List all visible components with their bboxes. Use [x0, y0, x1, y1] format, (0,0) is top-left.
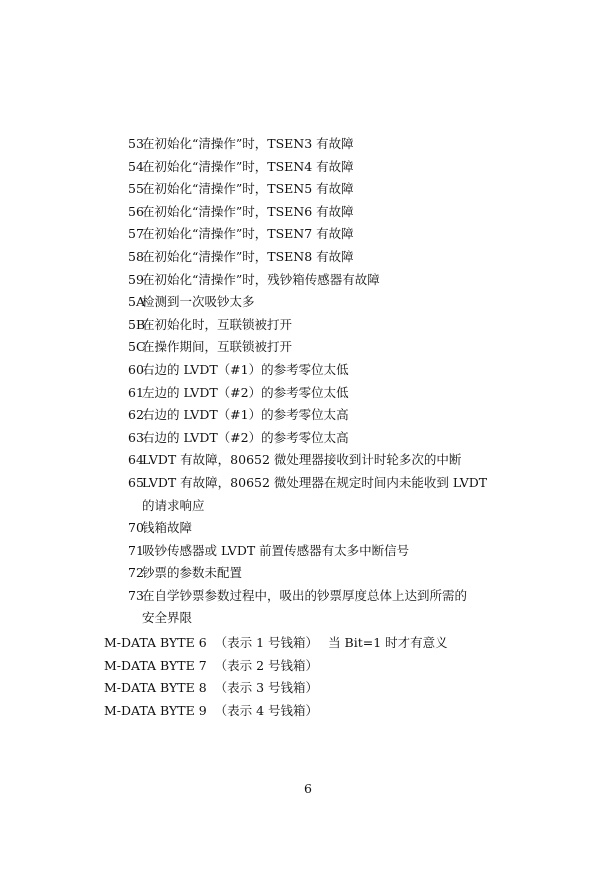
error-description — [142, 472, 492, 517]
error-description-line: 右边的 LVDT（#1）的参考零位太高 — [142, 407, 349, 423]
error-description-line: 在操作期间，互联锁被打开 — [142, 339, 293, 355]
error-description-line: LVDT 有故障，80652 微处理器接收到计时轮多次的中断 — [142, 452, 462, 468]
error-description — [142, 427, 492, 450]
error-code: 72 — [128, 565, 144, 581]
error-description — [142, 449, 492, 472]
error-code-row — [0, 201, 616, 224]
error-description — [142, 314, 492, 337]
error-code-row — [0, 517, 616, 540]
error-code-row — [0, 223, 616, 246]
error-description — [142, 404, 492, 427]
error-description-line: LVDT 有故障，80652 微处理器在规定时间内未能收到 LVDT — [142, 474, 488, 490]
data-byte-note: （表示 3 号钱箱） — [214, 680, 319, 696]
error-description-line: 右边的 LVDT（#2）的参考零位太高 — [142, 429, 349, 445]
error-code-row — [0, 133, 616, 156]
data-byte-label: M-DATA BYTE 8 — [104, 680, 207, 696]
error-description — [142, 269, 492, 292]
error-description — [142, 201, 492, 224]
error-code: 59 — [128, 271, 144, 287]
error-description-line: 的请求响应 — [142, 497, 205, 513]
error-description-line: 在初始化时，互联锁被打开 — [142, 316, 293, 332]
error-description-line: 在初始化“清操作”时，TSEN8 有故障 — [142, 248, 354, 264]
error-code-row — [0, 314, 616, 337]
error-description — [142, 540, 492, 563]
error-description — [142, 382, 492, 405]
error-description — [142, 562, 492, 585]
error-code: 70 — [128, 520, 144, 536]
data-byte-label: M-DATA BYTE 7 — [104, 657, 207, 673]
error-code: 55 — [128, 181, 144, 197]
error-code-row — [0, 562, 616, 585]
error-description — [142, 223, 492, 246]
error-description — [142, 246, 492, 269]
error-code-row — [0, 427, 616, 450]
error-code-row — [0, 540, 616, 563]
error-description — [142, 359, 492, 382]
error-code-row — [0, 359, 616, 382]
error-code: 53 — [128, 136, 144, 151]
error-code: 58 — [128, 248, 144, 264]
error-description — [142, 336, 492, 359]
error-description-line: 在初始化“清操作”时，TSEN5 有故障 — [142, 181, 354, 197]
error-description — [142, 585, 492, 630]
error-code-row — [0, 291, 616, 314]
error-code-list — [0, 133, 616, 630]
error-code: 54 — [128, 158, 144, 174]
data-byte-note: （表示 1 号钱箱） — [214, 635, 319, 650]
error-description — [142, 133, 492, 156]
error-code: 71 — [128, 542, 144, 558]
error-code: 5B — [128, 316, 146, 332]
error-description — [142, 178, 492, 201]
error-code: 73 — [128, 587, 144, 603]
error-code: 61 — [128, 384, 144, 400]
error-description-line: 右边的 LVDT（#1）的参考零位太低 — [142, 361, 349, 377]
error-description-line: 在初始化“清操作”时，残钞箱传感器有故障 — [142, 271, 380, 287]
error-code-row — [0, 382, 616, 405]
error-code-row — [0, 472, 616, 517]
error-code-row — [0, 404, 616, 427]
error-description-line: 钱箱故障 — [142, 520, 193, 536]
data-byte-extra-note: 当 Bit=1 时才有意义 — [328, 635, 448, 650]
data-byte-note: （表示 2 号钱箱） — [214, 657, 319, 673]
error-description-line: 检测到一次吸钞太多 — [142, 294, 255, 310]
error-description-line: 在自学钞票参数过程中，吸出的钞票厚度总体上达到所需的 — [142, 587, 468, 603]
error-description-line: 吸钞传感器或 LVDT 前置传感器有太多中断信号 — [142, 542, 410, 558]
data-byte-note: （表示 4 号钱箱） — [214, 702, 319, 718]
page-number: 6 — [304, 781, 312, 796]
error-description-line: 在初始化“清操作”时，TSEN4 有故障 — [142, 158, 354, 174]
error-description-line: 在初始化“清操作”时，TSEN7 有故障 — [142, 226, 354, 242]
data-byte-row — [104, 655, 584, 678]
data-byte-row — [104, 700, 584, 723]
error-description-line: 在初始化“清操作”时，TSEN3 有故障 — [142, 136, 354, 151]
error-code: 5C — [128, 339, 146, 355]
data-byte-list — [104, 632, 584, 722]
data-byte-row — [104, 632, 584, 655]
error-code-row — [0, 246, 616, 269]
error-code: 57 — [128, 226, 144, 242]
error-code-row — [0, 156, 616, 179]
error-description — [142, 291, 492, 314]
error-code: 62 — [128, 407, 144, 423]
error-code-row — [0, 178, 616, 201]
error-code: 5A — [128, 294, 145, 310]
error-code-row — [0, 449, 616, 472]
error-code-row — [0, 585, 616, 630]
error-code: 60 — [128, 361, 144, 377]
error-code: 56 — [128, 203, 144, 219]
error-code: 64 — [128, 452, 144, 468]
error-description-line: 在初始化“清操作”时，TSEN6 有故障 — [142, 203, 354, 219]
error-description — [142, 156, 492, 179]
data-byte-row — [104, 677, 584, 700]
error-description — [142, 517, 492, 540]
data-byte-label: M-DATA BYTE 9 — [104, 702, 207, 718]
error-code-row — [0, 269, 616, 292]
error-description-line: 钞票的参数未配置 — [142, 565, 243, 581]
error-code-row — [0, 336, 616, 359]
data-byte-label: M-DATA BYTE 6 — [104, 635, 207, 650]
error-description-line: 左边的 LVDT（#2）的参考零位太低 — [142, 384, 349, 400]
error-code: 65 — [128, 474, 144, 490]
error-code: 63 — [128, 429, 144, 445]
error-description-line: 安全界限 — [142, 610, 193, 626]
